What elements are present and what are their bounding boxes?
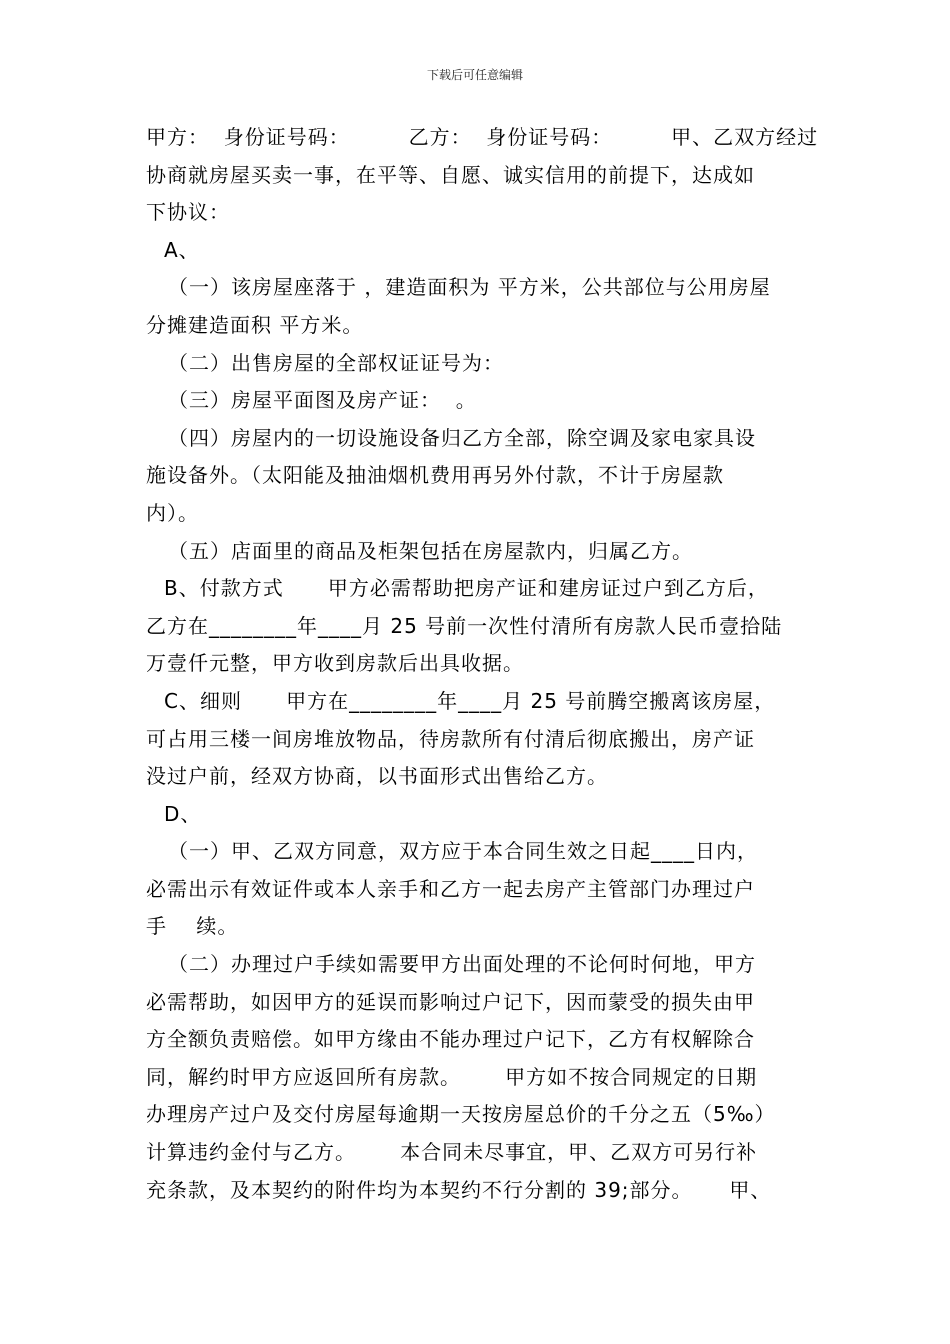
contract-text-line: 可占用三楼一间房堆放物品，待房款所有付清后彻底搬出，房产证 <box>146 726 755 751</box>
contract-text-line: 分摊建造面积 平方米。 <box>146 312 364 337</box>
contract-text-line: 下协议： <box>146 200 230 225</box>
contract-text-line: 协商就房屋买卖一事，在平等、自愿、诚实信用的前提下，达成如 <box>146 162 755 187</box>
contract-text-line: 施设备外。（太阳能及抽油烟机费用再另外付款，不计于房屋款 <box>146 463 724 488</box>
contract-text-line: 乙方在________年____月 25 号前一次性付清所有房款人民币壹拾陆 <box>146 613 783 638</box>
contract-text-line: 甲方： 身份证号码： 乙方： 身份证号码： 甲、乙双方经过 <box>146 125 819 149</box>
contract-text-line: （一）甲、乙双方同意，双方应于本合同生效之日起____日内， <box>168 839 758 864</box>
contract-text-line: （二）出售房屋的全部权证证号为： <box>168 350 504 375</box>
contract-text-line: B、付款方式 甲方必需帮助把房产证和建房证过户到乙方后， <box>164 576 769 601</box>
contract-text-line: 没过户前，经双方协商，以书面形式出售给乙方。 <box>146 764 608 789</box>
contract-text-line: 方全额负责赔偿。如甲方缘由不能办理过户记下，乙方有权解除合 <box>146 1027 755 1052</box>
contract-text-line: 必需出示有效证件或本人亲手和乙方一起去房产主管部门办理过户 <box>146 876 755 901</box>
contract-text-line: （三）房屋平面图及房产证： 。 <box>168 388 477 413</box>
contract-text-line: 同，解约时甲方应返回所有房款。 甲方如不按合同规定的日期 <box>146 1064 758 1089</box>
contract-text-line: （一）该房屋座落于 ，建造面积为 平方米，公共部位与公用房屋 <box>168 275 771 300</box>
contract-text-line: 充条款，及本契约的附件均为本契约不行分割的 39;部分。 甲、 <box>146 1177 772 1202</box>
contract-text-line: （四）房屋内的一切设施设备归乙方全部，除空调及家电家具设 <box>168 425 756 450</box>
contract-text-line: 计算违约金付与乙方。 本合同未尽事宜，甲、乙双方可另行补 <box>146 1140 758 1165</box>
contract-text-line: C、细则 甲方在________年____月 25 号前腾空搬离该房屋， <box>164 688 776 713</box>
contract-text-line: A、 <box>164 237 200 262</box>
contract-text-line: 必需帮助，如因甲方的延误而影响过户记下，因而蒙受的损失由甲 <box>146 989 755 1014</box>
contract-text-line: 办理房产过户及交付房屋每逾期一天按房屋总价的千分之五（5‰） <box>146 1102 776 1127</box>
contract-body <box>146 119 819 1209</box>
contract-text-line: （二）办理过户手续如需要甲方出面处理的不论何时何地，甲方 <box>168 952 756 977</box>
contract-text-line: （五）店面里的商品及柜架包括在房屋款内，归属乙方。 <box>168 538 693 563</box>
contract-text-line: 手 续。 <box>146 914 239 939</box>
contract-text-line: 万壹仟元整，甲方收到房款后出具收据。 <box>146 651 524 676</box>
contract-text-line: D、 <box>164 801 202 826</box>
contract-text-line: 内）。 <box>146 500 199 525</box>
page-header-note: 下载后可任意编辑 <box>426 68 523 82</box>
